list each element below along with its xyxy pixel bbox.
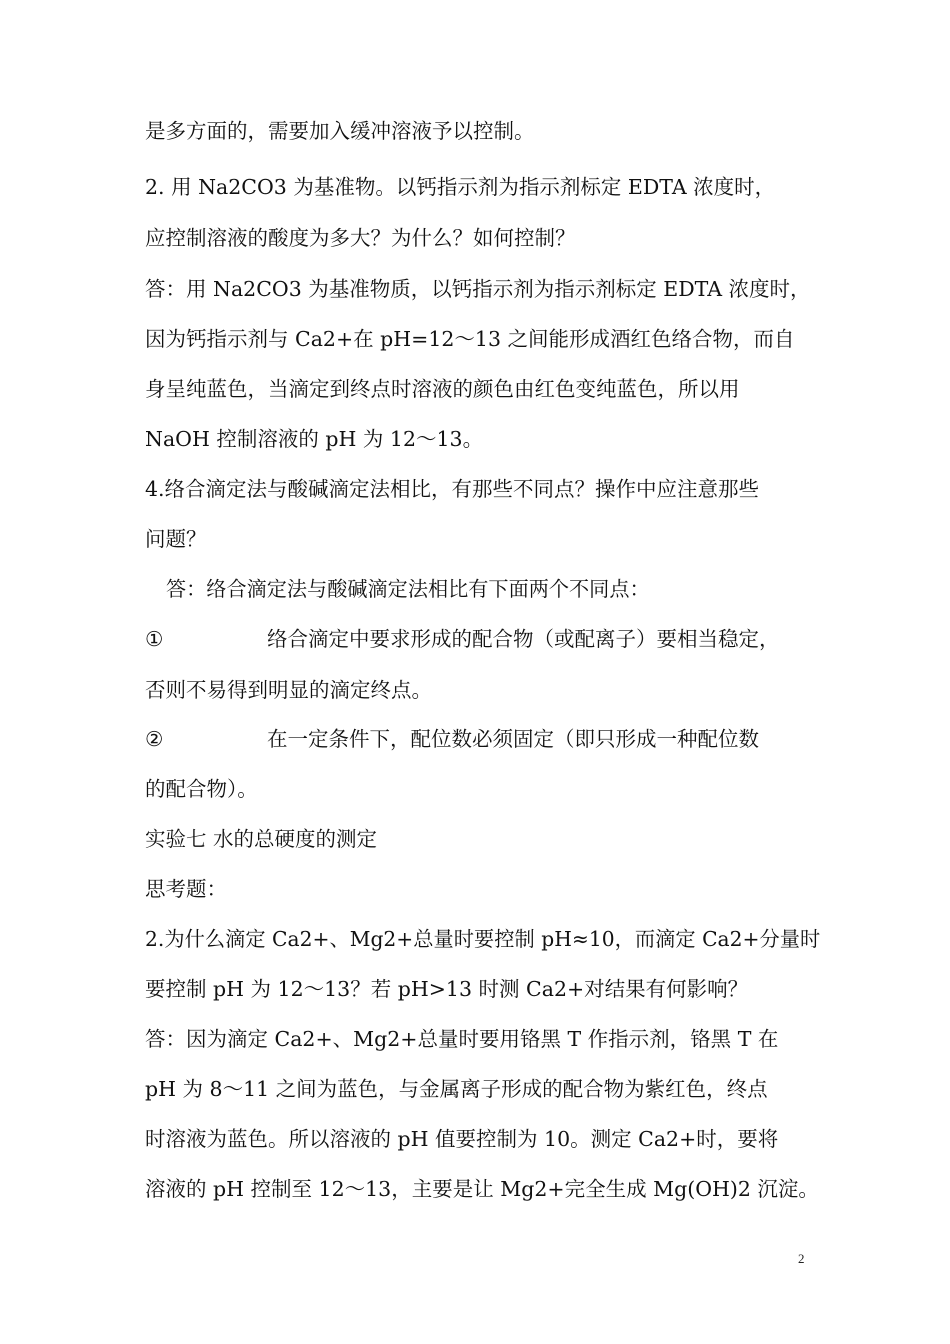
list-item-1	[145, 624, 810, 654]
text-line-6: 身呈纯蓝色，当滴定到终点时溶液的颜色由红色变纯蓝色，所以用	[145, 377, 740, 401]
list-item-1-text: 络合滴定中要求形成的配合物（或配离子）要相当稳定，	[267, 627, 780, 651]
list-marker-1: ①	[145, 627, 164, 651]
text-line-7: NaOH 控制溶液的 pH 为 12～13。	[145, 427, 484, 451]
text-line-1: 是多方面的，需要加入缓冲溶液予以控制。	[145, 119, 535, 143]
text-line-16: 思考题：	[145, 877, 227, 901]
text-line-17: 2.为什么滴定 Ca2+、Mg2+总量时要控制 pH≈10，而滴定 Ca2+分量时	[145, 927, 821, 951]
text-line-9: 问题？	[145, 527, 207, 551]
list-marker-2: ②	[145, 727, 164, 751]
text-line-12: 否则不易得到明显的滴定终点。	[145, 678, 432, 702]
text-line-4: 答：用 Na2CO3 为基准物质，以钙指示剂为指示剂标定 EDTA 浓度时，	[145, 277, 811, 301]
text-line-5: 因为钙指示剂与 Ca2+在 pH=12～13 之间能形成酒红色络合物，而自	[145, 327, 795, 351]
text-line-20: pH 为 8～11 之间为蓝色，与金属离子形成的配合物为紫红色，终点	[145, 1077, 768, 1101]
text-line-21: 时溶液为蓝色。所以溶液的 pH 值要控制为 10。测定 Ca2+时，要将	[145, 1127, 779, 1151]
page-number: 2	[798, 1251, 805, 1266]
text-line-2: 2. 用 Na2CO3 为基准物。以钙指示剂为指示剂标定 EDTA 浓度时，	[145, 175, 776, 199]
text-line-3: 应控制溶液的酸度为多大？为什么？如何控制？	[145, 226, 576, 250]
list-item-2	[145, 724, 810, 754]
list-item-2-text: 在一定条件下，配位数必须固定（即只形成一种配位数	[267, 727, 759, 751]
text-line-14: 的配合物）。	[145, 777, 258, 801]
section-heading: 实验七 水的总硬度的测定	[145, 827, 378, 851]
text-line-19: 答：因为滴定 Ca2+、Mg2+总量时要用铬黑 T 作指示剂，铬黑 T 在	[145, 1027, 779, 1051]
text-line-18: 要控制 pH 为 12～13？若 pH>13 时测 Ca2+对结果有何影响？	[145, 977, 749, 1001]
text-line-10: 答：络合滴定法与酸碱滴定法相比有下面两个不同点：	[166, 577, 650, 601]
text-line-22: 溶液的 pH 控制至 12～13，主要是让 Mg2+完全生成 Mg(OH)2 沉淀。	[145, 1177, 819, 1201]
text-line-8: 4.络合滴定法与酸碱滴定法相比，有那些不同点？操作中应注意那些	[145, 477, 760, 501]
